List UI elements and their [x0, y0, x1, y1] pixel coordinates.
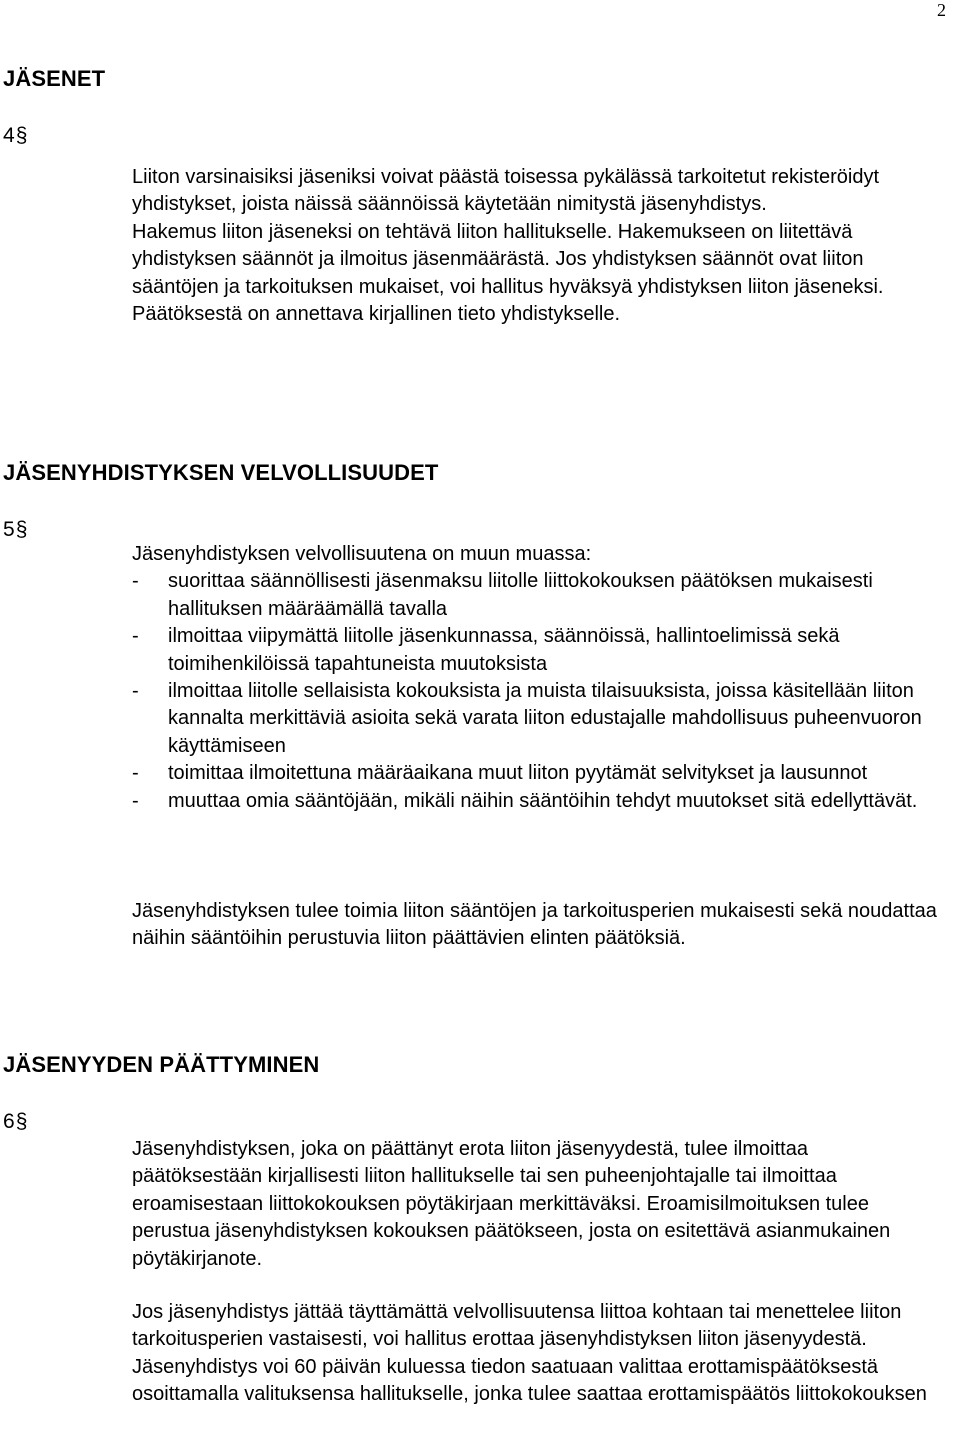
paragraph: Hakemus liiton jäseneksi on tehtävä liiton hallitukselle. Hakemukseen on liitettävä yhdistyksen säännöt ja ilmoitus jäsenmäärästä. Jos yhdistyksen säännöt ovat liiton sääntöjen ja tarkoituksen mukaiset, voi hallitus hyväksyä yhdistyksen liiton jäseneksi. Päätöksestä on annettava kirjallinen tieto yhdistykselle. — [132, 220, 884, 326]
list-item-text: ilmoittaa liitolle sellaisista kokouksista ja muista tilaisuuksista, joissa käsitellään liiton kannalta merkittäviä asioita sekä varata liiton edustajalle mahdollisuus puheenvuoron käyttämiseen — [168, 680, 922, 757]
section-number-4 — [3, 124, 27, 148]
list-item-text: suorittaa säännöllisesti jäsenmaksu liitolle liittokokouksen päätöksen mukaisesti hallituksen määräämällä tavalla — [168, 570, 873, 620]
section-number: 5 — [3, 518, 15, 541]
section-6-paragraph-2 — [132, 1299, 942, 1409]
list-bullet: - — [132, 625, 139, 648]
list-bullet: - — [132, 680, 139, 703]
section-symbol: § — [15, 518, 28, 541]
section-heading-velvollisuudet: JÄSENYHDISTYKSEN VELVOLLISUUDET — [3, 460, 439, 485]
list-item — [132, 788, 942, 815]
list-item — [132, 623, 942, 678]
list-item-text: ilmoittaa viipymättä liitolle jäsenkunnassa, säännöissä, hallintoelimissä sekä toimihenkilöissä tapahtuneista muutoksista — [168, 625, 840, 675]
section-5-closing — [132, 898, 942, 953]
paragraph: Liiton varsinaisiksi jäseniksi voivat päästä toisessa pykälässä tarkoitetut rekisteröidyt yhdistykset, joista näissä säännöissä käytetään nimitystä jäsenyhdistys. — [132, 166, 880, 216]
section-number-6 — [3, 1110, 27, 1134]
list-item-text: toimittaa ilmoitettuna määräaikana muut liiton pyytämät selvitykset ja lausunnot — [168, 762, 868, 785]
paragraph: Jos jäsenyhdistys jättää täyttämättä velvollisuutensa liittoa kohtaan tai menettelee liiton tarkoitusperien vastaisesti, voi hallitus erottaa jäsenyhdistyksen liiton jäsenyydestä. Jäsenyhdistys voi 60 päivän kuluessa tiedon saatuaan valittaa erottamispäätöksestä osoittamalla valituksensa hallitukselle, jonka tulee saattaa erottamispäätös liittokokouksen — [132, 1301, 927, 1406]
list-bullet: - — [132, 570, 139, 593]
section-6-paragraph-1 — [132, 1136, 942, 1273]
paragraph: Jäsenyhdistyksen tulee toimia liiton sääntöjen ja tarkoitusperien mukaisesti sekä noudattaa näihin sääntöihin perustuvia liiton päättävien elinten päätöksiä. — [132, 900, 937, 950]
section-number: 6 — [3, 1110, 15, 1133]
list-item — [132, 568, 942, 623]
section-symbol: § — [15, 124, 28, 147]
section-number: 4 — [3, 124, 15, 147]
section-number-5 — [3, 518, 27, 542]
intro-text: Jäsenyhdistyksen velvollisuutena on muun muassa: — [132, 543, 592, 565]
list-item — [132, 760, 942, 787]
list-bullet: - — [132, 789, 139, 812]
section-symbol: § — [15, 1110, 28, 1133]
section-5-body — [132, 541, 942, 815]
paragraph: Jäsenyhdistyksen, joka on päättänyt erota liiton jäsenyydestä, tulee ilmoittaa päätöksestään kirjallisesti liiton hallitukselle tai sen puheenjohtajalle tai ilmoittaa eroamisestaan liittokokouksen pöytäkirjaan merkittäväksi. Eroamisilmoituksen tulee perustua jäsenyhdistyksen kokouksen päätökseen, josta on esitettävä asianmukainen pöytäkirjanote. — [132, 1138, 891, 1270]
list-item — [132, 678, 942, 760]
page-number: 2 — [937, 0, 946, 20]
list-item-text: muuttaa omia sääntöjään, mikäli näihin sääntöihin tehdyt muutokset sitä edellyttävät. — [168, 789, 918, 812]
section-heading-paattyminen: JÄSENYYDEN PÄÄTTYMINEN — [3, 1052, 320, 1077]
section-heading-jasenet: JÄSENET — [3, 66, 106, 91]
list-bullet: - — [132, 762, 139, 785]
section-4-body — [132, 164, 942, 328]
